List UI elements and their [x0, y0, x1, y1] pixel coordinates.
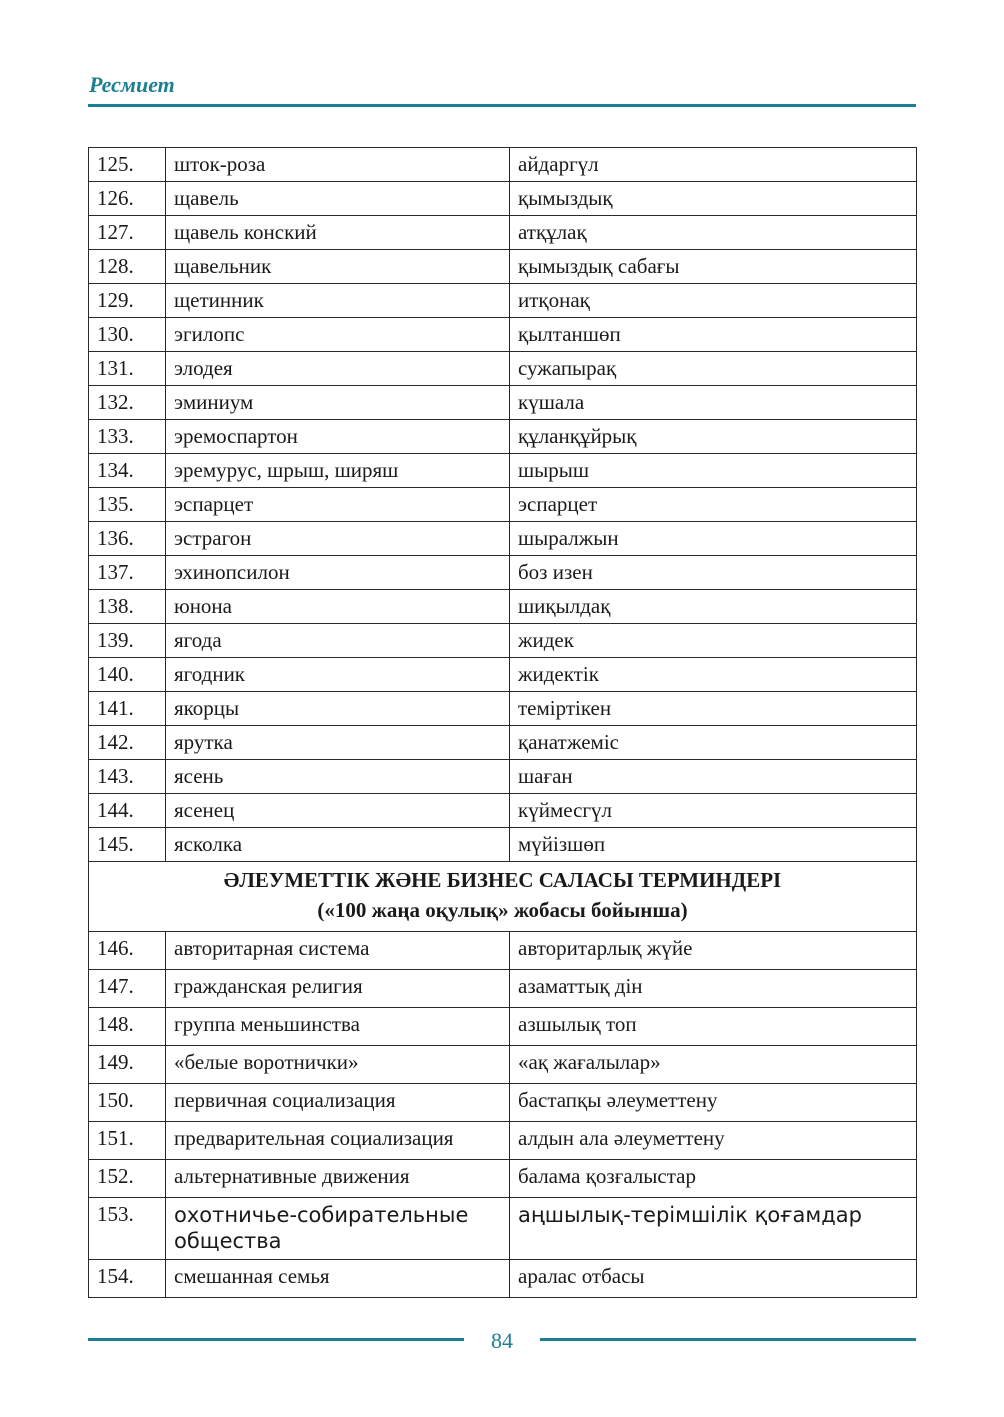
table-row	[89, 182, 917, 216]
row-number: 125.	[89, 148, 166, 182]
table-row	[89, 556, 917, 590]
header-title: Ресмиет	[89, 72, 175, 97]
russian-term: элодея	[166, 352, 510, 386]
section-heading	[89, 862, 917, 932]
kazakh-term: мүйізшөп	[510, 828, 917, 862]
table-row	[89, 352, 917, 386]
kazakh-term: шиқылдақ	[510, 590, 917, 624]
row-number: 140.	[89, 658, 166, 692]
kazakh-term: боз изен	[510, 556, 917, 590]
kazakh-term: эспарцет	[510, 488, 917, 522]
kazakh-term: азаматтық дін	[510, 970, 917, 1008]
row-number: 143.	[89, 760, 166, 794]
table-row	[89, 828, 917, 862]
table-row	[89, 1046, 917, 1084]
row-number: 149.	[89, 1046, 166, 1084]
table-row	[89, 760, 917, 794]
kazakh-term: қымыздық сабағы	[510, 250, 917, 284]
russian-term: эстрагон	[166, 522, 510, 556]
row-number: 132.	[89, 386, 166, 420]
row-number: 142.	[89, 726, 166, 760]
section-heading-row	[89, 862, 917, 932]
russian-term: эхинопсилон	[166, 556, 510, 590]
table-row	[89, 250, 917, 284]
row-number: 130.	[89, 318, 166, 352]
kazakh-term: азшылық топ	[510, 1008, 917, 1046]
kazakh-term: құланқұйрық	[510, 420, 917, 454]
russian-term: ягодник	[166, 658, 510, 692]
row-number: 136.	[89, 522, 166, 556]
row-number: 147.	[89, 970, 166, 1008]
footer-divider-left	[88, 1338, 464, 1341]
kazakh-term: теміртікен	[510, 692, 917, 726]
section-heading-subline: («100 жаңа оқулық» жобасы бойынша)	[317, 898, 688, 922]
russian-term: ясенец	[166, 794, 510, 828]
kazakh-term: сужапырақ	[510, 352, 917, 386]
row-number: 148.	[89, 1008, 166, 1046]
russian-term: шток-роза	[166, 148, 510, 182]
russian-term: ясень	[166, 760, 510, 794]
kazakh-term: күшала	[510, 386, 917, 420]
table-row	[89, 932, 917, 970]
row-number: 145.	[89, 828, 166, 862]
kazakh-term: атқұлақ	[510, 216, 917, 250]
table-row	[89, 1084, 917, 1122]
table-row	[89, 970, 917, 1008]
row-number: 135.	[89, 488, 166, 522]
kazakh-term: жидектік	[510, 658, 917, 692]
terms-table	[88, 147, 917, 1298]
russian-term: ярутка	[166, 726, 510, 760]
row-number: 139.	[89, 624, 166, 658]
russian-term: ягода	[166, 624, 510, 658]
russian-term: ясколка	[166, 828, 510, 862]
kazakh-term: «ақ жағалылар»	[510, 1046, 917, 1084]
russian-term: эспарцет	[166, 488, 510, 522]
russian-term: щетинник	[166, 284, 510, 318]
kazakh-term: алдын ала әлеуметтену	[510, 1122, 917, 1160]
russian-term: эремоспартон	[166, 420, 510, 454]
kazakh-term: қанатжеміс	[510, 726, 917, 760]
row-number: 151.	[89, 1122, 166, 1160]
kazakh-term: шыралжын	[510, 522, 917, 556]
russian-term: охотничье-собирательные общества	[166, 1198, 510, 1260]
russian-term: юнона	[166, 590, 510, 624]
table-row	[89, 590, 917, 624]
table-row	[89, 420, 917, 454]
russian-term: эремурус, шрыш, ширяш	[166, 454, 510, 488]
row-number: 129.	[89, 284, 166, 318]
table-row	[89, 522, 917, 556]
kazakh-term: шырыш	[510, 454, 917, 488]
table-row	[89, 318, 917, 352]
table-row	[89, 794, 917, 828]
kazakh-term: қылтаншөп	[510, 318, 917, 352]
row-number: 126.	[89, 182, 166, 216]
russian-term: предварительная социализация	[166, 1122, 510, 1160]
kazakh-term: айдаргүл	[510, 148, 917, 182]
row-number: 138.	[89, 590, 166, 624]
row-number: 134.	[89, 454, 166, 488]
table-row	[89, 216, 917, 250]
row-number: 127.	[89, 216, 166, 250]
table-row	[89, 692, 917, 726]
table-row	[89, 1122, 917, 1160]
section-heading-line: ӘЛЕУМЕТТІК ЖӘНЕ БИЗНЕС САЛАСЫ ТЕРМИНДЕРІ	[223, 868, 782, 892]
table-row	[89, 284, 917, 318]
row-number: 153.	[89, 1198, 166, 1260]
table-row	[89, 148, 917, 182]
header-divider	[88, 104, 916, 107]
russian-term: эгилопс	[166, 318, 510, 352]
russian-term: щавель конский	[166, 216, 510, 250]
table-row	[89, 1198, 917, 1260]
table-row	[89, 488, 917, 522]
table-row	[89, 1260, 917, 1298]
table-row	[89, 386, 917, 420]
table-row	[89, 454, 917, 488]
russian-term: первичная социализация	[166, 1084, 510, 1122]
russian-term: якорцы	[166, 692, 510, 726]
russian-term: щавель	[166, 182, 510, 216]
russian-term: группа меньшинства	[166, 1008, 510, 1046]
russian-term: смешанная семья	[166, 1260, 510, 1298]
row-number: 137.	[89, 556, 166, 590]
kazakh-term: шаған	[510, 760, 917, 794]
row-number: 146.	[89, 932, 166, 970]
footer-divider-right	[540, 1338, 916, 1341]
row-number: 141.	[89, 692, 166, 726]
kazakh-term: итқонақ	[510, 284, 917, 318]
russian-term: альтернативные движения	[166, 1160, 510, 1198]
row-number: 128.	[89, 250, 166, 284]
kazakh-term: бастапқы әлеуметтену	[510, 1084, 917, 1122]
row-number: 154.	[89, 1260, 166, 1298]
table-row	[89, 624, 917, 658]
kazakh-term: жидек	[510, 624, 917, 658]
kazakh-term: қымыздық	[510, 182, 917, 216]
kazakh-term: аралас отбасы	[510, 1260, 917, 1298]
row-number: 133.	[89, 420, 166, 454]
russian-term: «белые воротнички»	[166, 1046, 510, 1084]
table-row	[89, 658, 917, 692]
russian-term: эминиум	[166, 386, 510, 420]
row-number: 144.	[89, 794, 166, 828]
page-number: 84	[491, 1328, 513, 1353]
table-row	[89, 1008, 917, 1046]
row-number: 150.	[89, 1084, 166, 1122]
table-row	[89, 1160, 917, 1198]
row-number: 152.	[89, 1160, 166, 1198]
russian-term: щавельник	[166, 250, 510, 284]
kazakh-term: аңшылық-терімшілік қоғамдар	[510, 1198, 917, 1260]
kazakh-term: авторитарлық жүйе	[510, 932, 917, 970]
table-row	[89, 726, 917, 760]
russian-term: авторитарная система	[166, 932, 510, 970]
kazakh-term: күймесгүл	[510, 794, 917, 828]
row-number: 131.	[89, 352, 166, 386]
russian-term: гражданская религия	[166, 970, 510, 1008]
kazakh-term: балама қозғалыстар	[510, 1160, 917, 1198]
